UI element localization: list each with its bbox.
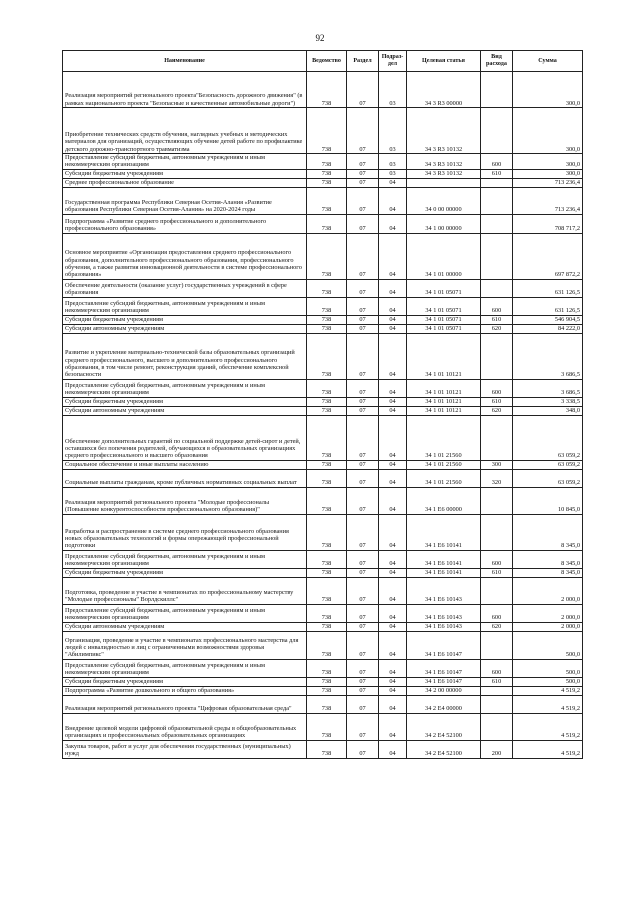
row-section-cell: 07 xyxy=(347,233,379,279)
row-expense-type-cell xyxy=(481,631,513,659)
row-expense-type-cell: 610 xyxy=(481,677,513,686)
row-department-cell: 738 xyxy=(307,108,347,154)
row-expense-type-cell: 320 xyxy=(481,469,513,487)
row-subsection-cell: 04 xyxy=(379,297,407,315)
row-subsection-cell: 03 xyxy=(379,169,407,178)
row-amount-cell: 3 686,5 xyxy=(513,379,583,397)
row-subsection-cell: 04 xyxy=(379,279,407,297)
table-row xyxy=(63,568,583,577)
row-target-article-cell: 34 1 01 05071 xyxy=(407,297,481,315)
row-subsection-cell: 04 xyxy=(379,622,407,631)
row-section-cell: 07 xyxy=(347,169,379,178)
row-department-cell: 738 xyxy=(307,169,347,178)
row-name-cell: Подготовка, проведение и участие в чемпионатах по профессиональному мастерству "Молодые профессионалы" Ворлдскиллс" xyxy=(63,577,307,604)
row-amount-cell: 713 236,4 xyxy=(513,178,583,187)
row-expense-type-cell xyxy=(481,514,513,550)
row-section-cell: 07 xyxy=(347,379,379,397)
row-subsection-cell: 04 xyxy=(379,324,407,333)
row-amount-cell: 8 345,0 xyxy=(513,568,583,577)
table-row xyxy=(63,487,583,514)
table-row xyxy=(63,297,583,315)
row-expense-type-cell: 610 xyxy=(481,169,513,178)
row-name-cell: Разработка и распространение в системе среднего профессионального образования новых образовательных технологий и формы опережающей профессиональной подготовки xyxy=(63,514,307,550)
row-name-cell: Субсидии автономным учреждениям xyxy=(63,406,307,415)
row-subsection-cell: 04 xyxy=(379,187,407,214)
row-department-cell: 738 xyxy=(307,514,347,550)
row-expense-type-cell xyxy=(481,233,513,279)
row-section-cell: 07 xyxy=(347,214,379,233)
row-target-article-cell: 34 1 01 10121 xyxy=(407,379,481,397)
row-name-cell: Предоставление субсидий бюджетным, автономным учреждениям и иным некоммерческим организациям xyxy=(63,550,307,568)
row-expense-type-cell xyxy=(481,279,513,297)
row-name-cell: Реализация мероприятий регионального проекта "Цифровая образовательная среда" xyxy=(63,695,307,713)
table-row xyxy=(63,315,583,324)
row-section-cell: 07 xyxy=(347,622,379,631)
row-expense-type-cell xyxy=(481,178,513,187)
row-amount-cell: 4 519,2 xyxy=(513,686,583,695)
row-name-cell: Субсидии автономным учреждениям xyxy=(63,324,307,333)
row-department-cell: 738 xyxy=(307,604,347,622)
row-department-cell: 738 xyxy=(307,469,347,487)
row-subsection-cell: 04 xyxy=(379,178,407,187)
row-section-cell: 07 xyxy=(347,154,379,170)
row-amount-cell: 300,0 xyxy=(513,169,583,178)
table-row xyxy=(63,397,583,406)
row-target-article-cell: 34 2 E4 52100 xyxy=(407,713,481,740)
table-row xyxy=(63,415,583,460)
table-row xyxy=(63,686,583,695)
row-name-cell: Подпрограмма «Развитие дошкольного и общего образования» xyxy=(63,686,307,695)
row-department-cell: 738 xyxy=(307,178,347,187)
row-department-cell: 738 xyxy=(307,315,347,324)
row-expense-type-cell xyxy=(481,187,513,214)
column-header-subsection: Подраз-дел xyxy=(379,51,407,72)
row-name-cell: Приобретение технических средств обучения, наглядных учебных и методических материалов для организаций, осуществляющих обучение детей работе по профилактике детского дорожно-транспортного травматизма xyxy=(63,108,307,154)
row-expense-type-cell: 600 xyxy=(481,297,513,315)
row-section-cell: 07 xyxy=(347,297,379,315)
row-expense-type-cell: 620 xyxy=(481,622,513,631)
table-row xyxy=(63,406,583,415)
table-row xyxy=(63,324,583,333)
row-department-cell: 738 xyxy=(307,460,347,469)
row-department-cell: 738 xyxy=(307,379,347,397)
row-target-article-cell: 34 1 E6 10143 xyxy=(407,604,481,622)
column-header-amount: Сумма xyxy=(513,51,583,72)
row-name-cell: Субсидии бюджетным учреждениям xyxy=(63,568,307,577)
table-row xyxy=(63,333,583,379)
row-name-cell: Предоставление субсидий бюджетным, автономным учреждениям и иным некоммерческим организациям xyxy=(63,379,307,397)
table-row xyxy=(63,178,583,187)
row-name-cell: Внедрение целевой модели цифровой образовательной среды в общеобразовательных организациях и профессиональных образовательных организациях xyxy=(63,713,307,740)
row-amount-cell: 3 338,5 xyxy=(513,397,583,406)
row-department-cell: 738 xyxy=(307,677,347,686)
row-expense-type-cell xyxy=(481,686,513,695)
row-target-article-cell: 34 1 E6 10143 xyxy=(407,622,481,631)
table-row xyxy=(63,677,583,686)
row-amount-cell: 63 059,2 xyxy=(513,415,583,460)
row-department-cell: 738 xyxy=(307,487,347,514)
row-name-cell: Предоставление субсидий бюджетным, автономным учреждениям и иным некоммерческим организациям xyxy=(63,604,307,622)
table-row xyxy=(63,622,583,631)
row-subsection-cell: 04 xyxy=(379,233,407,279)
row-department-cell: 738 xyxy=(307,397,347,406)
row-name-cell: Развитие и укрепление материально-технической базы образовательных организаций среднего профессионального, высшего и дополнительного профессионального образования, в том числе ремонт, реконструкция зданий, обеспечение комплексной безопасности xyxy=(63,333,307,379)
row-target-article-cell: 34 3 R3 10132 xyxy=(407,154,481,170)
row-section-cell: 07 xyxy=(347,333,379,379)
row-subsection-cell: 04 xyxy=(379,214,407,233)
row-section-cell: 07 xyxy=(347,550,379,568)
row-department-cell: 738 xyxy=(307,233,347,279)
row-section-cell: 07 xyxy=(347,695,379,713)
row-name-cell: Субсидии автономным учреждениям xyxy=(63,622,307,631)
table-row xyxy=(63,550,583,568)
row-name-cell: Предоставление субсидий бюджетным, автономным учреждениям и иным некоммерческим организациям xyxy=(63,154,307,170)
row-name-cell: Субсидии бюджетным учреждениям xyxy=(63,397,307,406)
row-target-article-cell: 34 2 E4 00000 xyxy=(407,695,481,713)
row-target-article-cell: 34 1 E6 10147 xyxy=(407,659,481,677)
row-expense-type-cell: 600 xyxy=(481,379,513,397)
row-subsection-cell: 04 xyxy=(379,568,407,577)
table-row xyxy=(63,460,583,469)
table-row xyxy=(63,659,583,677)
row-section-cell: 07 xyxy=(347,631,379,659)
row-department-cell: 738 xyxy=(307,406,347,415)
row-section-cell: 07 xyxy=(347,577,379,604)
row-subsection-cell: 04 xyxy=(379,333,407,379)
row-expense-type-cell xyxy=(481,487,513,514)
table-row xyxy=(63,604,583,622)
row-target-article-cell: 34 1 01 05071 xyxy=(407,279,481,297)
row-amount-cell: 300,0 xyxy=(513,154,583,170)
row-expense-type-cell xyxy=(481,713,513,740)
table-row xyxy=(63,214,583,233)
row-amount-cell: 697 872,2 xyxy=(513,233,583,279)
row-subsection-cell: 04 xyxy=(379,460,407,469)
row-expense-type-cell: 620 xyxy=(481,406,513,415)
page-number: 92 xyxy=(315,33,325,43)
row-target-article-cell: 34 1 E6 10143 xyxy=(407,577,481,604)
row-section-cell: 07 xyxy=(347,178,379,187)
row-section-cell: 07 xyxy=(347,568,379,577)
table-header-row xyxy=(63,51,583,72)
row-department-cell: 738 xyxy=(307,713,347,740)
row-name-cell: Реализация мероприятий регионального проекта "Молодые профессионалы (Повышение конкурентоспособности профессионального образования)" xyxy=(63,487,307,514)
table-body xyxy=(63,72,583,759)
table-row xyxy=(63,233,583,279)
row-target-article-cell: 34 1 01 10121 xyxy=(407,333,481,379)
row-section-cell: 07 xyxy=(347,279,379,297)
row-subsection-cell: 04 xyxy=(379,659,407,677)
row-section-cell: 07 xyxy=(347,677,379,686)
table-row xyxy=(63,713,583,740)
row-name-cell: Государственная программа Республики Северная Осетия-Алания «Развитие образования Республики Северная Осетия-Алания» на 2020-2024 годы xyxy=(63,187,307,214)
row-section-cell: 07 xyxy=(347,324,379,333)
row-expense-type-cell xyxy=(481,577,513,604)
row-expense-type-cell: 600 xyxy=(481,659,513,677)
row-target-article-cell: 34 3 R3 10132 xyxy=(407,108,481,154)
row-department-cell: 738 xyxy=(307,279,347,297)
row-amount-cell: 500,0 xyxy=(513,677,583,686)
table-row xyxy=(63,379,583,397)
row-amount-cell: 631 126,5 xyxy=(513,297,583,315)
row-section-cell: 07 xyxy=(347,397,379,406)
row-department-cell: 738 xyxy=(307,740,347,758)
row-department-cell: 738 xyxy=(307,297,347,315)
row-amount-cell: 708 717,2 xyxy=(513,214,583,233)
table-row xyxy=(63,72,583,108)
row-amount-cell: 713 236,4 xyxy=(513,187,583,214)
row-department-cell: 738 xyxy=(307,659,347,677)
row-amount-cell: 300,0 xyxy=(513,72,583,108)
row-amount-cell: 10 845,0 xyxy=(513,487,583,514)
row-amount-cell: 631 126,5 xyxy=(513,279,583,297)
row-expense-type-cell xyxy=(481,72,513,108)
row-subsection-cell: 04 xyxy=(379,740,407,758)
row-target-article-cell: 34 1 E6 10141 xyxy=(407,514,481,550)
table-row xyxy=(63,740,583,758)
row-section-cell: 07 xyxy=(347,514,379,550)
row-target-article-cell: 34 1 01 21560 xyxy=(407,469,481,487)
row-expense-type-cell: 620 xyxy=(481,324,513,333)
row-target-article-cell: 34 1 01 10121 xyxy=(407,406,481,415)
row-expense-type-cell: 610 xyxy=(481,568,513,577)
row-name-cell: Подпрограмма «Развитие среднего профессионального и дополнительного профессионального образования» xyxy=(63,214,307,233)
row-department-cell: 738 xyxy=(307,214,347,233)
row-expense-type-cell xyxy=(481,108,513,154)
row-subsection-cell: 04 xyxy=(379,514,407,550)
row-department-cell: 738 xyxy=(307,631,347,659)
row-name-cell: Социальные выплаты гражданам, кроме публичных нормативных социальных выплат xyxy=(63,469,307,487)
row-target-article-cell: 34 1 01 21560 xyxy=(407,460,481,469)
row-department-cell: 738 xyxy=(307,568,347,577)
row-section-cell: 07 xyxy=(347,713,379,740)
row-expense-type-cell: 200 xyxy=(481,740,513,758)
row-section-cell: 07 xyxy=(347,72,379,108)
row-subsection-cell: 04 xyxy=(379,315,407,324)
row-subsection-cell: 04 xyxy=(379,604,407,622)
row-target-article-cell: 34 1 E6 10147 xyxy=(407,677,481,686)
row-section-cell: 07 xyxy=(347,659,379,677)
row-name-cell: Предоставление субсидий бюджетным, автономным учреждениям и иным некоммерческим организациям xyxy=(63,297,307,315)
row-expense-type-cell: 600 xyxy=(481,604,513,622)
row-target-article-cell: 34 1 01 10121 xyxy=(407,397,481,406)
column-header-expense-type: Вид расхода xyxy=(481,51,513,72)
row-subsection-cell: 04 xyxy=(379,686,407,695)
table-row xyxy=(63,154,583,170)
row-target-article-cell: 34 1 00 00000 xyxy=(407,214,481,233)
row-subsection-cell: 04 xyxy=(379,631,407,659)
table-row xyxy=(63,108,583,154)
row-subsection-cell: 03 xyxy=(379,108,407,154)
row-target-article-cell: 34 1 01 05071 xyxy=(407,315,481,324)
row-name-cell: Субсидии бюджетным учреждениям xyxy=(63,169,307,178)
row-target-article-cell: 34 1 01 21560 xyxy=(407,415,481,460)
row-section-cell: 07 xyxy=(347,487,379,514)
row-name-cell: Организация, проведение и участие в чемпионатах профессионального мастерства для людей с инвалидностью и лиц с ограниченными возможностями здоровья "Абилимпикс" xyxy=(63,631,307,659)
table-row xyxy=(63,279,583,297)
table-row xyxy=(63,469,583,487)
row-subsection-cell: 04 xyxy=(379,487,407,514)
row-subsection-cell: 03 xyxy=(379,154,407,170)
row-amount-cell: 84 222,0 xyxy=(513,324,583,333)
row-section-cell: 07 xyxy=(347,415,379,460)
row-amount-cell: 4 519,2 xyxy=(513,695,583,713)
row-name-cell: Предоставление субсидий бюджетным, автономным учреждениям и иным некоммерческим организациям xyxy=(63,659,307,677)
row-target-article-cell: 34 3 R3 10132 xyxy=(407,169,481,178)
row-expense-type-cell xyxy=(481,214,513,233)
row-department-cell: 738 xyxy=(307,415,347,460)
row-subsection-cell: 04 xyxy=(379,406,407,415)
row-subsection-cell: 04 xyxy=(379,415,407,460)
row-subsection-cell: 04 xyxy=(379,379,407,397)
table-row xyxy=(63,187,583,214)
row-amount-cell: 2 000,0 xyxy=(513,577,583,604)
row-subsection-cell: 04 xyxy=(379,713,407,740)
row-expense-type-cell xyxy=(481,695,513,713)
row-amount-cell: 2 000,0 xyxy=(513,622,583,631)
row-section-cell: 07 xyxy=(347,469,379,487)
row-target-article-cell: 34 0 00 00000 xyxy=(407,187,481,214)
row-section-cell: 07 xyxy=(347,604,379,622)
row-subsection-cell: 04 xyxy=(379,577,407,604)
row-name-cell: Закупка товаров, работ и услуг для обеспечения государственных (муниципальных) нужд xyxy=(63,740,307,758)
row-expense-type-cell: 610 xyxy=(481,315,513,324)
row-section-cell: 07 xyxy=(347,187,379,214)
row-target-article-cell: 34 2 E4 52100 xyxy=(407,740,481,758)
row-subsection-cell: 04 xyxy=(379,550,407,568)
column-header-department: Ведомство xyxy=(307,51,347,72)
table-row xyxy=(63,577,583,604)
column-header-section: Раздел xyxy=(347,51,379,72)
row-section-cell: 07 xyxy=(347,740,379,758)
row-name-cell: Обеспечение деятельности (оказание услуг) государственных учреждений в сфере образования xyxy=(63,279,307,297)
row-department-cell: 738 xyxy=(307,550,347,568)
row-department-cell: 738 xyxy=(307,622,347,631)
table-row xyxy=(63,169,583,178)
row-expense-type-cell: 610 xyxy=(481,397,513,406)
row-section-cell: 07 xyxy=(347,460,379,469)
row-amount-cell: 4 519,2 xyxy=(513,740,583,758)
row-subsection-cell: 04 xyxy=(379,469,407,487)
row-amount-cell: 8 345,0 xyxy=(513,514,583,550)
row-department-cell: 738 xyxy=(307,324,347,333)
row-subsection-cell: 04 xyxy=(379,677,407,686)
row-amount-cell: 8 345,0 xyxy=(513,550,583,568)
row-amount-cell: 300,0 xyxy=(513,108,583,154)
row-section-cell: 07 xyxy=(347,686,379,695)
row-expense-type-cell: 300 xyxy=(481,460,513,469)
table-row xyxy=(63,514,583,550)
row-section-cell: 07 xyxy=(347,406,379,415)
table-row xyxy=(63,695,583,713)
row-target-article-cell: 34 1 E6 00000 xyxy=(407,487,481,514)
row-target-article-cell: 34 2 00 00000 xyxy=(407,686,481,695)
row-section-cell: 07 xyxy=(347,315,379,324)
row-expense-type-cell: 600 xyxy=(481,154,513,170)
row-department-cell: 738 xyxy=(307,695,347,713)
row-amount-cell: 348,0 xyxy=(513,406,583,415)
column-header-target-article: Целевая статья xyxy=(407,51,481,72)
row-target-article-cell: 34 1 E6 10141 xyxy=(407,550,481,568)
row-department-cell: 738 xyxy=(307,72,347,108)
row-expense-type-cell xyxy=(481,415,513,460)
row-department-cell: 738 xyxy=(307,187,347,214)
budget-table xyxy=(62,50,583,759)
row-subsection-cell: 04 xyxy=(379,695,407,713)
row-amount-cell: 2 000,0 xyxy=(513,604,583,622)
row-section-cell: 07 xyxy=(347,108,379,154)
row-name-cell: Субсидии бюджетным учреждениям xyxy=(63,677,307,686)
row-target-article-cell: 34 1 E6 10141 xyxy=(407,568,481,577)
row-name-cell: Среднее профессиональное образование xyxy=(63,178,307,187)
table-row xyxy=(63,631,583,659)
row-expense-type-cell: 600 xyxy=(481,550,513,568)
row-subsection-cell: 04 xyxy=(379,397,407,406)
row-department-cell: 738 xyxy=(307,686,347,695)
row-amount-cell: 3 686,5 xyxy=(513,333,583,379)
row-amount-cell: 500,0 xyxy=(513,631,583,659)
column-header-name: Наименование xyxy=(63,51,307,72)
row-amount-cell: 500,0 xyxy=(513,659,583,677)
row-subsection-cell: 03 xyxy=(379,72,407,108)
row-target-article-cell: 34 3 R3 00000 xyxy=(407,72,481,108)
row-amount-cell: 546 904,5 xyxy=(513,315,583,324)
row-name-cell: Социальное обеспечение и иные выплаты населению xyxy=(63,460,307,469)
row-name-cell: Основное мероприятие «Организация предоставления среднего профессионального образования, дополнительного профессионального образования, профессионального обучения, а также развития инновационной деятельности в системе профессионального образования» xyxy=(63,233,307,279)
row-department-cell: 738 xyxy=(307,333,347,379)
row-expense-type-cell xyxy=(481,333,513,379)
row-department-cell: 738 xyxy=(307,577,347,604)
row-name-cell: Субсидии бюджетным учреждениям xyxy=(63,315,307,324)
row-name-cell: Обеспечение дополнительных гарантий по социальной поддержке детей-сирот и детей, оставшихся без попечения родителей, обучающихся в образовательных организациях среднего профессионального и высшего образования xyxy=(63,415,307,460)
row-target-article-cell: 34 1 01 00000 xyxy=(407,233,481,279)
row-amount-cell: 63 059,2 xyxy=(513,460,583,469)
row-department-cell: 738 xyxy=(307,154,347,170)
row-amount-cell: 4 519,2 xyxy=(513,713,583,740)
row-target-article-cell xyxy=(407,178,481,187)
row-target-article-cell: 34 1 01 05071 xyxy=(407,324,481,333)
row-amount-cell: 63 059,2 xyxy=(513,469,583,487)
row-target-article-cell: 34 1 E6 10147 xyxy=(407,631,481,659)
row-name-cell: Реализация мероприятий регионального проекта"Безопасность дорожного движения" (в рамках национального проекта "Безопасные и качественные автомобильные дороги") xyxy=(63,72,307,108)
